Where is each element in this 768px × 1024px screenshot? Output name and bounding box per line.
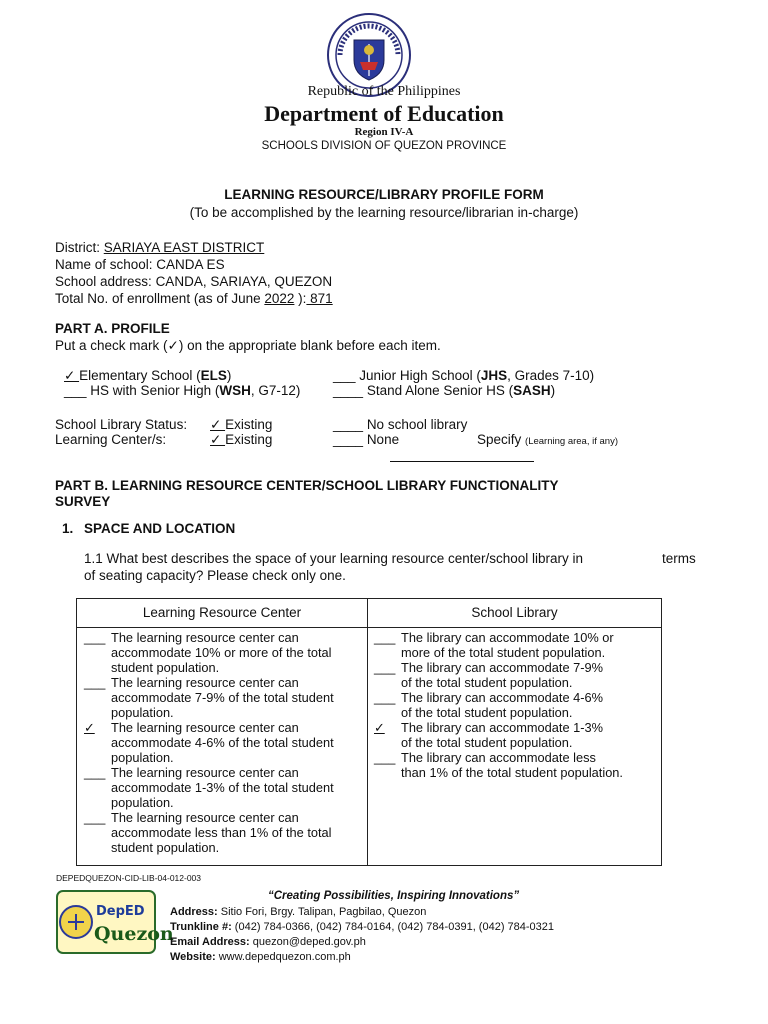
els-option bbox=[64, 368, 231, 384]
center-existing-option bbox=[210, 432, 272, 448]
learning-center-option-text: The learning resource center can bbox=[111, 630, 299, 645]
library-none-blank[interactable]: ____ bbox=[333, 417, 364, 432]
jhs-label-pre: Junior High School ( bbox=[359, 368, 481, 383]
learning-center-option-text: The learning resource center can bbox=[111, 810, 299, 825]
school-library-option-checkbox[interactable]: ___ bbox=[374, 750, 396, 765]
center-none-label: None bbox=[366, 432, 400, 447]
library-existing-check[interactable]: ✓ bbox=[210, 417, 226, 432]
library-none-label: No school library bbox=[366, 417, 468, 432]
center-none-option bbox=[333, 432, 399, 447]
footer-trunkline-label: Trunkline #: bbox=[170, 921, 235, 933]
center-none-blank[interactable]: ____ bbox=[333, 432, 364, 447]
school-name-row bbox=[55, 257, 225, 272]
school-name-value: CANDA ES bbox=[156, 257, 225, 272]
specify-note: (Learning area, if any) bbox=[525, 436, 618, 447]
school-library-option-text: The library can accommodate less bbox=[401, 750, 596, 765]
wsh-code: WSH bbox=[219, 383, 251, 398]
learning-center-option-text: accommodate 4-6% of the total student bbox=[111, 735, 334, 750]
sash-code: SASH bbox=[513, 383, 551, 398]
learning-center-option-checkbox[interactable]: ✓ bbox=[84, 720, 95, 735]
logo-text-quezon: Quezon bbox=[94, 923, 174, 945]
header-department: Department of Education bbox=[264, 101, 504, 126]
school-library-option-checkbox[interactable]: ___ bbox=[374, 690, 396, 705]
part-b-heading-line2: SURVEY bbox=[55, 494, 111, 509]
district-value: SARIAYA EAST DISTRICT bbox=[103, 240, 265, 255]
school-library-option-checkbox[interactable]: ___ bbox=[374, 660, 396, 675]
specify-blank-line[interactable] bbox=[390, 461, 534, 462]
library-status-label: School Library Status: bbox=[55, 417, 188, 432]
form-title: LEARNING RESOURCE/LIBRARY PROFILE FORM bbox=[224, 187, 544, 202]
question-line2: of seating capacity? Please check only one. bbox=[84, 568, 346, 583]
footer-address-value: Sitio Fori, Brgy. Talipan, Pagbilao, Quezon bbox=[220, 906, 427, 918]
learning-center-option-text: accommodate 1-3% of the total student bbox=[111, 780, 334, 795]
school-name-label: Name of school: bbox=[55, 257, 157, 272]
center-existing-check[interactable]: ✓ bbox=[210, 432, 226, 447]
jhs-option bbox=[333, 368, 594, 383]
form-subtitle: (To be accomplished by the learning resource/librarian in-charge) bbox=[189, 205, 579, 220]
school-library-option-text: The library can accommodate 4-6% bbox=[401, 690, 603, 705]
learning-center-option-checkbox[interactable]: ___ bbox=[84, 630, 106, 645]
school-library-option-text: more of the total student population. bbox=[401, 645, 606, 660]
library-none-option bbox=[333, 417, 467, 432]
footer-slogan: “Creating Possibilities, Inspiring Innovations” bbox=[268, 890, 520, 902]
learning-center-option-text: accommodate 10% or more of the total bbox=[111, 645, 332, 660]
district-row bbox=[55, 240, 264, 255]
learning-center-option-checkbox[interactable]: ___ bbox=[84, 765, 106, 780]
els-check[interactable]: ✓ bbox=[64, 368, 80, 383]
sash-label-pre: Stand Alone Senior HS ( bbox=[366, 383, 514, 398]
footer-trunkline-value: (042) 784-0366, (042) 784-0164, (042) 784-0391, (042) 784-0321 bbox=[234, 921, 555, 933]
table-column-divider bbox=[367, 599, 368, 865]
school-address-row bbox=[55, 274, 332, 289]
wsh-label-pre: HS with Senior High ( bbox=[90, 383, 220, 398]
learning-center-option-text: student population. bbox=[111, 840, 220, 855]
school-library-option-text: of the total student population. bbox=[401, 675, 573, 690]
learning-center-option-text: The learning resource center can bbox=[111, 720, 299, 735]
els-label-pre: Elementary School ( bbox=[79, 368, 201, 383]
jhs-label-post: , Grades 7-10) bbox=[507, 368, 595, 383]
learning-center-option-text: population. bbox=[111, 705, 174, 720]
logo-text-deped: DepED bbox=[96, 904, 145, 919]
school-address-label: School address: bbox=[55, 274, 156, 289]
school-library-option-text: The library can accommodate 10% or bbox=[401, 630, 614, 645]
table-header-school-library: School Library bbox=[471, 605, 558, 620]
enrollment-row bbox=[55, 291, 333, 306]
wsh-option bbox=[64, 383, 300, 398]
footer-address-label: Address: bbox=[170, 906, 221, 918]
table-header-learning-resource-center: Learning Resource Center bbox=[142, 605, 302, 620]
header-region: Region IV-A bbox=[354, 126, 414, 138]
enrollment-year: 2022 bbox=[264, 291, 295, 306]
enrollment-label: Total No. of enrollment (as of June bbox=[55, 291, 265, 306]
school-library-option-checkbox[interactable]: ✓ bbox=[374, 720, 385, 735]
jhs-blank[interactable]: ___ bbox=[333, 368, 356, 383]
sash-option bbox=[333, 383, 555, 398]
learning-center-option-text: The learning resource center can bbox=[111, 675, 299, 690]
learning-center-option-text: The learning resource center can bbox=[111, 765, 299, 780]
question-line1: 1.1 What best describes the space of your learning resource center/school library in bbox=[84, 551, 584, 566]
learning-center-option-text: student population. bbox=[111, 660, 220, 675]
sash-blank[interactable]: ____ bbox=[333, 383, 364, 398]
school-library-option-checkbox[interactable]: ___ bbox=[374, 630, 396, 645]
learning-center-option-text: accommodate 7-9% of the total student bbox=[111, 690, 334, 705]
school-address-value: CANDA, SARIAYA, QUEZON bbox=[155, 274, 333, 289]
wsh-blank[interactable]: ___ bbox=[64, 383, 87, 398]
footer-address bbox=[170, 906, 426, 918]
els-label-post: ) bbox=[226, 368, 232, 383]
section-number: 1. bbox=[62, 521, 74, 536]
school-library-option-text: The library can accommodate 7-9% bbox=[401, 660, 603, 675]
school-library-option-text: of the total student population. bbox=[401, 705, 573, 720]
footer-email bbox=[170, 936, 366, 948]
jhs-code: JHS bbox=[480, 368, 508, 383]
center-existing-label: Existing bbox=[225, 432, 273, 447]
deped-quezon-logo bbox=[56, 890, 174, 954]
wsh-label-post: , G7-12) bbox=[250, 383, 301, 398]
table-header-divider bbox=[77, 627, 661, 628]
els-code: ELS bbox=[200, 368, 227, 383]
seating-capacity-table bbox=[76, 598, 662, 866]
school-library-option-text: than 1% of the total student population. bbox=[401, 765, 623, 780]
learning-center-option-text: population. bbox=[111, 795, 174, 810]
learning-center-option-checkbox[interactable]: ___ bbox=[84, 810, 106, 825]
footer-website-value[interactable]: www.depedquezon.com.ph bbox=[218, 951, 351, 963]
enrollment-label-end: ): bbox=[294, 291, 307, 306]
library-existing-label: Existing bbox=[225, 417, 273, 432]
sash-label-post: ) bbox=[550, 383, 556, 398]
school-library-option-text: of the total student population. bbox=[401, 735, 573, 750]
header-country: Republic of the Philippines bbox=[307, 84, 461, 99]
question-terms: terms bbox=[662, 551, 696, 566]
part-b-heading-line1: PART B. LEARNING RESOURCE CENTER/SCHOOL LIBRARY FUNCTIONALITY bbox=[55, 478, 559, 493]
footer-email-value[interactable]: quezon@deped.gov.ph bbox=[252, 936, 366, 948]
footer-website-label: Website: bbox=[170, 951, 219, 963]
learning-center-option-text: accommodate less than 1% of the total bbox=[111, 825, 332, 840]
document-code: DEPEDQUEZON-CID-LIB-04-012-003 bbox=[56, 873, 202, 883]
learning-center-label: Learning Center/s: bbox=[55, 432, 167, 447]
header-division: SCHOOLS DIVISION OF QUEZON PROVINCE bbox=[261, 140, 507, 152]
learning-center-option-text: population. bbox=[111, 750, 174, 765]
specify-label: Specify bbox=[477, 432, 522, 447]
part-a-instruction: Put a check mark (✓) on the appropriate blank before each item. bbox=[55, 338, 441, 353]
specify-row bbox=[477, 432, 618, 447]
district-label: District: bbox=[55, 240, 104, 255]
enrollment-value: 871 bbox=[306, 291, 333, 306]
library-existing-option bbox=[210, 417, 272, 433]
footer-email-label: Email Address: bbox=[170, 936, 253, 948]
school-library-option-text: The library can accommodate 1-3% bbox=[401, 720, 603, 735]
part-a-heading: PART A. PROFILE bbox=[55, 321, 170, 336]
section-title: SPACE AND LOCATION bbox=[84, 521, 236, 536]
learning-center-option-checkbox[interactable]: ___ bbox=[84, 675, 106, 690]
footer-website bbox=[170, 951, 351, 963]
footer-trunkline bbox=[170, 921, 554, 933]
